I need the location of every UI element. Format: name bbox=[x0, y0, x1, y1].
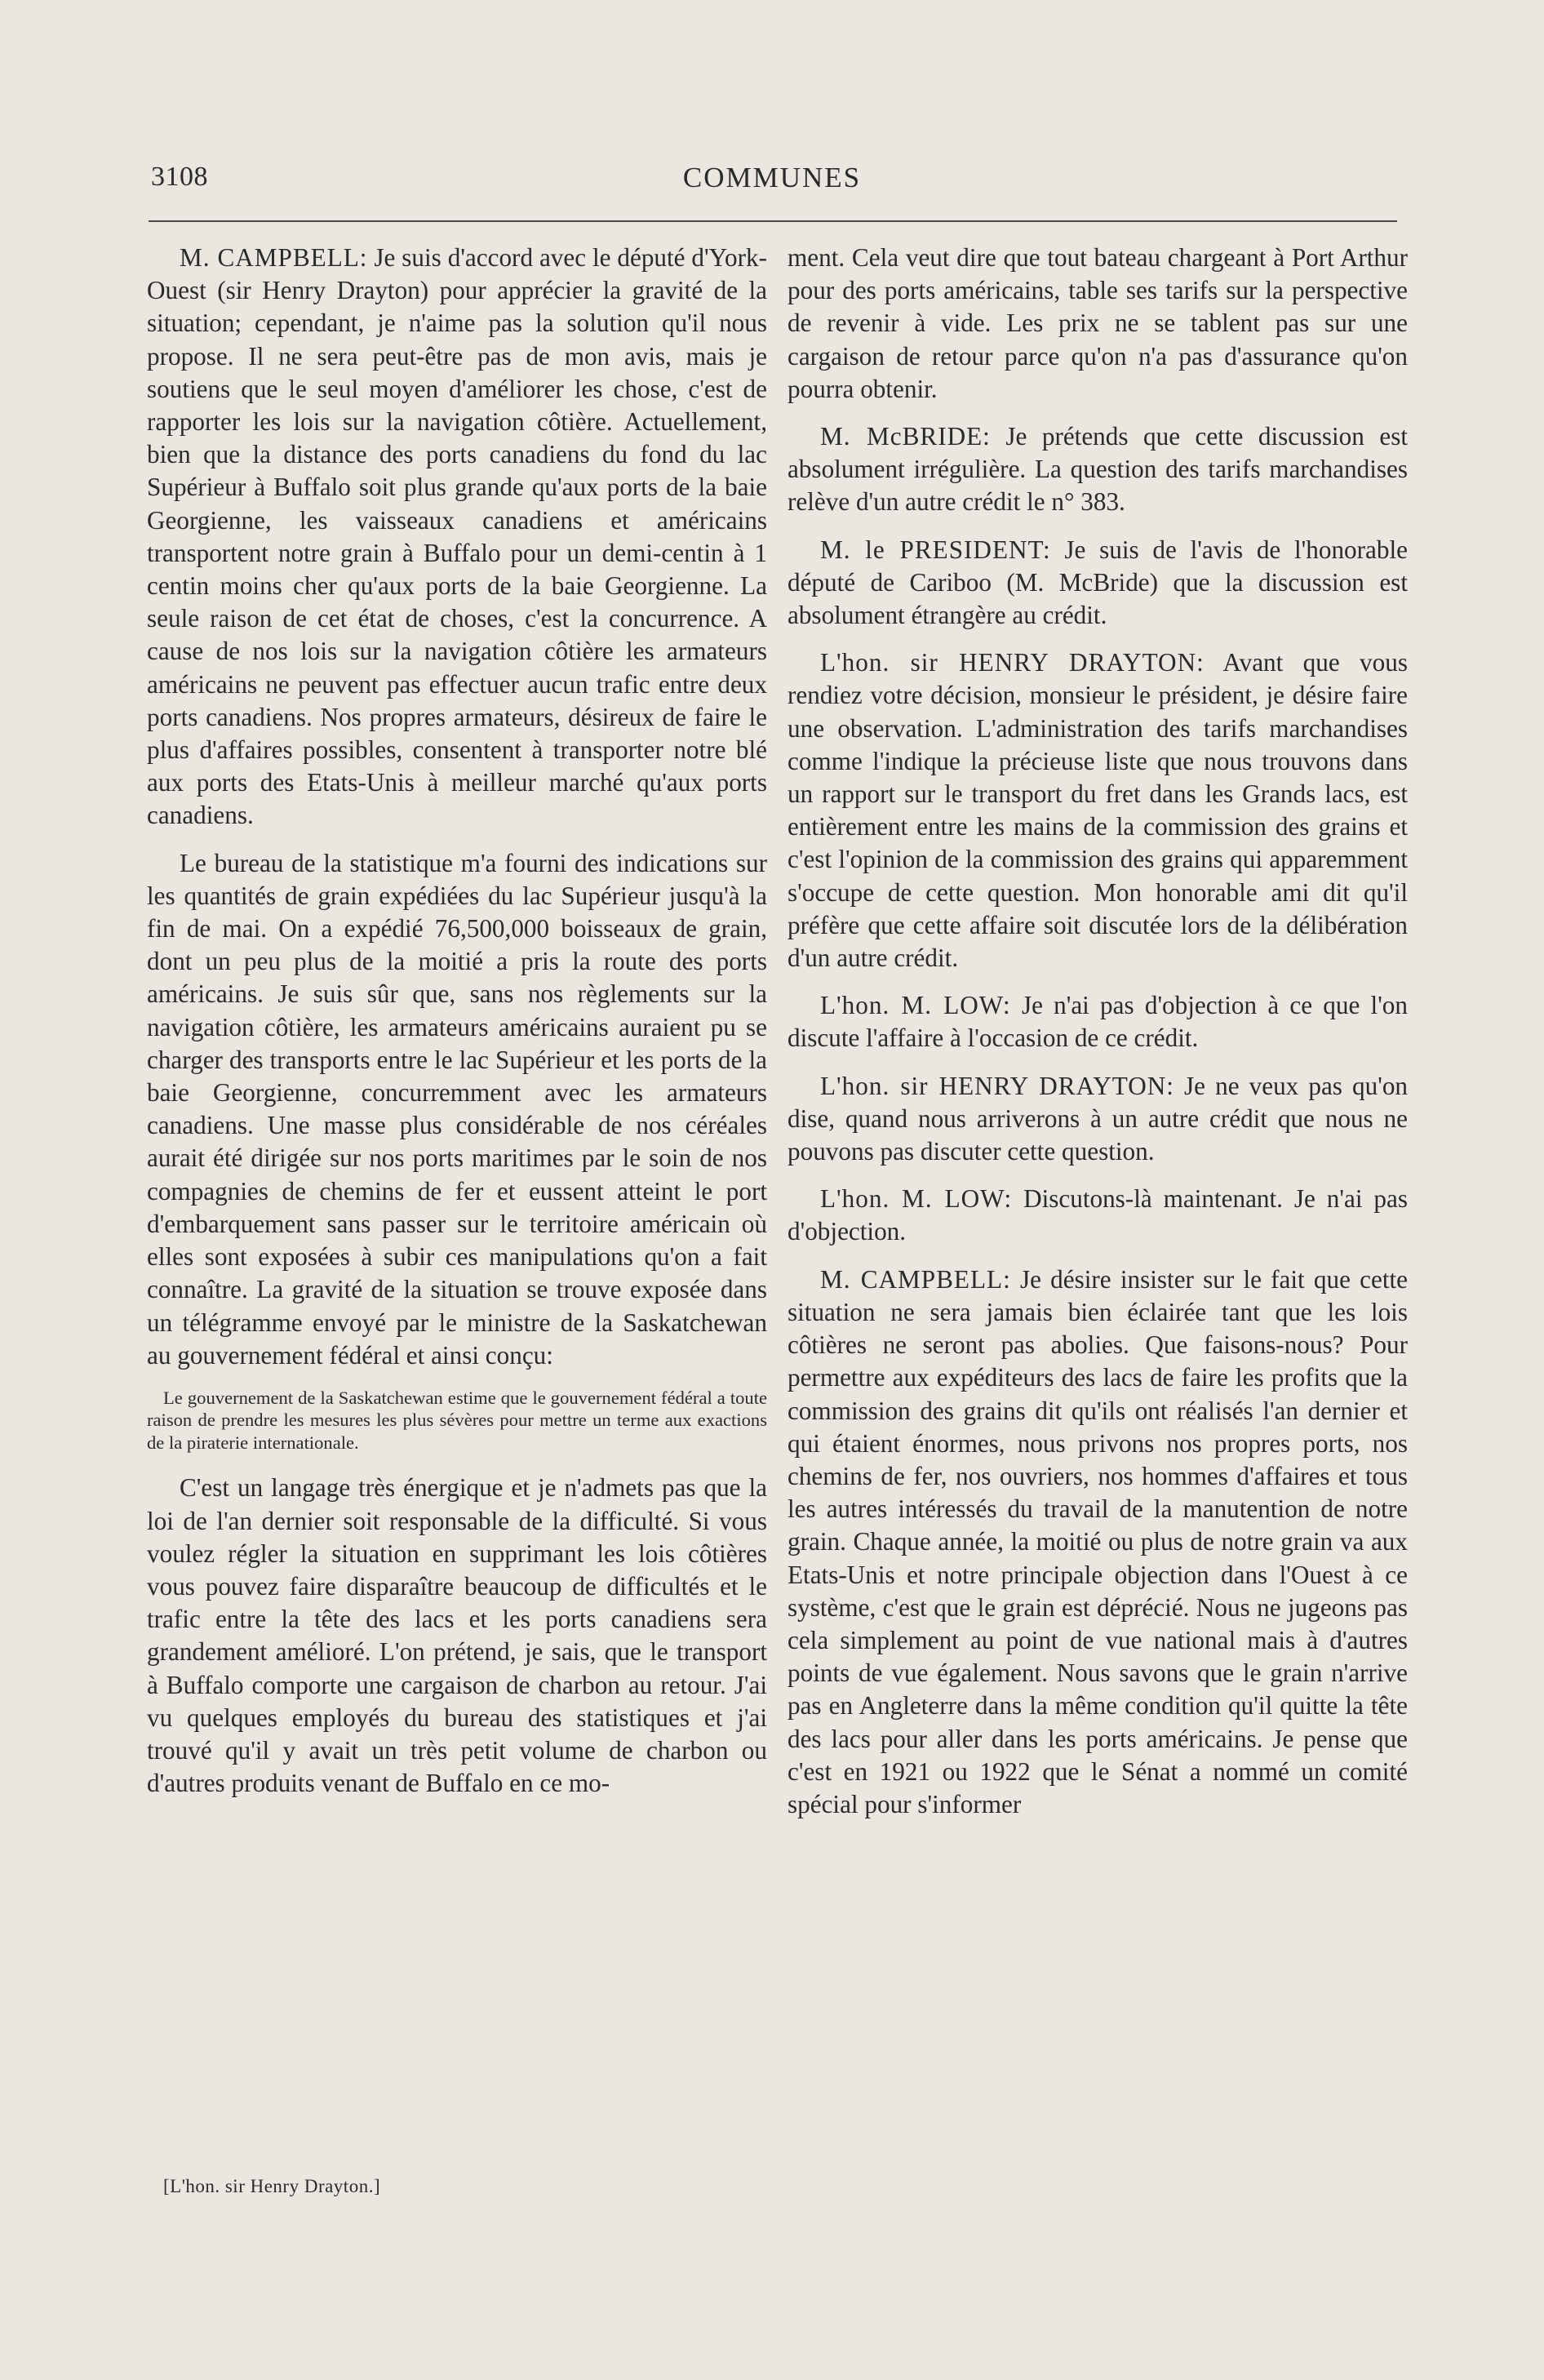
page-number: 3108 bbox=[151, 162, 208, 192]
paragraph-text: Je prétends que cette discussion est absolument irrégulière. La question des tarifs marchandises relève d'un autre crédit le n° 383. bbox=[788, 422, 1409, 517]
paragraph-text: Je suis de l'avis de l'honorable député de Cariboo (M. McBride) que la discussion est absolument étrangère au crédit. bbox=[788, 535, 1408, 630]
paragraph bbox=[788, 534, 1408, 633]
paragraph bbox=[788, 420, 1408, 519]
speaker-name: M. CAMPBELL: bbox=[180, 243, 368, 272]
paragraph-text: Je suis d'accord avec le député d'York-Ouest (sir Henry Drayton) pour apprécier la gravité de la situation; cependant, je n'aime pas la solution qu'il nous propose. Il ne sera peut-être pas de mon avis, mais je soutiens que le seul moyen d'améliorer les chose, c'est de rapporter les lois sur la navigation côtière. Actuellement, bien que la distance des ports canadiens du fond du lac Supérieur à Buffalo soit plus grande qu'aux ports de la baie Georgienne, les vaisseaux canadiens et américains transportent notre grain à Buffalo pour un demi-centin à 1 centin moins cher qu'aux ports de la baie Georgienne. La seule raison de cet état de choses, c'est la concurrence. A cause de nos lois sur la navigation côtière les armateurs américains ne peuvent pas effectuer aucun trafic entre deux ports canadiens. Nos propres armateurs, désireux de faire le plus d'affaires possibles, consentent à transporter notre blé aux ports des Etats-Unis à meilleur marché qu'aux ports canadiens. bbox=[147, 243, 768, 830]
paragraph bbox=[788, 646, 1408, 975]
paragraph-text: Je n'ai pas d'objection à ce que l'on discute l'affaire à l'occasion de ce crédit. bbox=[788, 991, 1408, 1053]
paragraph-text: Je ne veux pas qu'on dise, quand nous arriverons à un autre crédit que nous ne pouvons pas discuter cette question. bbox=[788, 1071, 1409, 1166]
speaker-name: M. McBRIDE: bbox=[820, 422, 991, 451]
paragraph bbox=[788, 1070, 1408, 1169]
paragraph bbox=[788, 989, 1408, 1055]
speaker-name: M. le PRESIDENT: bbox=[820, 535, 1051, 564]
speaker-name: L'hon. sir HENRY DRAYTON: bbox=[820, 1071, 1174, 1100]
paragraph: C'est un langage très énergique et je n'admets pas que la loi de l'an dernier soit responsable de la difficulté. Si vous voulez régler la situation en supprimant les lois côtières vous pouvez faire disparaître beaucoup de difficultés et le trafic entre la tête des lacs et les ports canadiens sera grandement amélioré. L'on prétend, je sais, que le transport à Buffalo comporte une cargaison de charbon au retour. J'ai vu quelques employés du bureau des statistiques et j'ai trouvé qu'il y avait un très petit volume de charbon ou d'autres produits venant de Buffalo en ce mo- bbox=[147, 1473, 767, 1798]
footer-attribution: [L'hon. sir Henry Drayton.] bbox=[163, 2176, 381, 2196]
paragraph bbox=[147, 242, 767, 833]
left-column bbox=[147, 242, 767, 1814]
right-column bbox=[788, 242, 1408, 1836]
paragraph: Le bureau de la statistique m'a fourni des indications sur les quantités de grain expédiées du lac Supérieur jusqu'à la fin de mai. On a expédié 76,500,000 boisseaux de grain, dont un peu plus de la moitié a pris la route des ports américains. Je suis sûr que, sans nos règlements sur la navigation côtière, les armateurs américains auraient pu se charger des transports entre le lac Supérieur et les ports de la baie Georgienne, concurremment avec les armateurs canadiens. Une masse plus considérable de nos céréales aurait été dirigée sur nos ports maritimes par le soin de nos compagnies de chemins de fer et eussent atteint le port d'embarquement sans passer sur le territoire américain où elles sont exposées à subir ces manipulations qu'on a fait connaître. La gravité de la situation se trouve exposée dans un télégramme envoyé par le ministre de la Saskatchewan au gouvernement fédéral et ainsi conçu: bbox=[147, 848, 767, 1370]
paragraph-text: Avant que vous rendiez votre décision, monsieur le président, je désire faire une observation. L'administration des tarifs marchandises comme l'indique la précieuse liste que nous trouvons dans un rapport sur le transport du fret dans les Grands lacs, est entièrement entre les mains de la commission des grains et c'est l'opinion de la commission des grains qui apparemment s'occupe de cette question. Mon honorable ami dit qu'il préfère que cette affaire soit discutée lors de la délibération d'un autre crédit. bbox=[788, 648, 1408, 973]
header-rule bbox=[149, 220, 1397, 222]
speaker-name: M. CAMPBELL: bbox=[820, 1264, 1011, 1294]
paragraph: ment. Cela veut dire que tout bateau chargeant à Port Arthur pour des ports américains, table ses tarifs sur la perspective de revenir à vide. Les prix ne se tablent pas sur une cargaison de retour parce qu'on n'a pas d'assurance qu'on pourra obtenir. bbox=[788, 243, 1408, 403]
paragraph-text: Je désire insister sur le fait que cette situation ne sera jamais bien éclairée tant que les lois côtières ne seront pas abolies. Que faisons-nous? Pour permettre aux expéditeurs des lacs de faire les profits que la commission des grains dit qu'ils ont réalisés l'an dernier et qui étaient énormes, nous privons nos propres ports, nos chemins de fer, nos ouvriers, nos hommes d'affaires et tous les autres intéressés du travail de la manutention de notre grain. Chaque année, la moitié ou plus de notre grain va aux Etats-Unis et notre principale objection dans l'Ouest à ce système, c'est que le grain est déprécié. Nous ne jugeons pas cela simplement au point de vue national mais à d'autres points de vue également. Nous savons que le grain n'arrive pas en Angleterre dans la même condition qu'il quitte la tête des lacs pour aller dans les ports américains. Je pense que c'est en 1921 ou 1922 que le Sénat a nommé un comité spécial pour s'informer bbox=[788, 1264, 1409, 1818]
paragraph bbox=[788, 1263, 1408, 1821]
speaker-name: L'hon. M. LOW: bbox=[820, 991, 1011, 1020]
running-head: COMMUNES bbox=[682, 162, 862, 193]
paragraph-text: Discutons-là maintenant. Je n'ai pas d'objection. bbox=[788, 1184, 1409, 1246]
speaker-name: L'hon. M. LOW: bbox=[820, 1184, 1013, 1214]
paragraph bbox=[788, 1183, 1408, 1248]
speaker-name: L'hon. sir HENRY DRAYTON: bbox=[820, 648, 1205, 677]
block-quote: Le gouvernement de la Saskatchewan estime que le gouvernement fédéral a toute raison de prendre les mesures les plus sévères pour mettre un terme aux exactions de la piraterie internationale. bbox=[147, 1387, 767, 1453]
